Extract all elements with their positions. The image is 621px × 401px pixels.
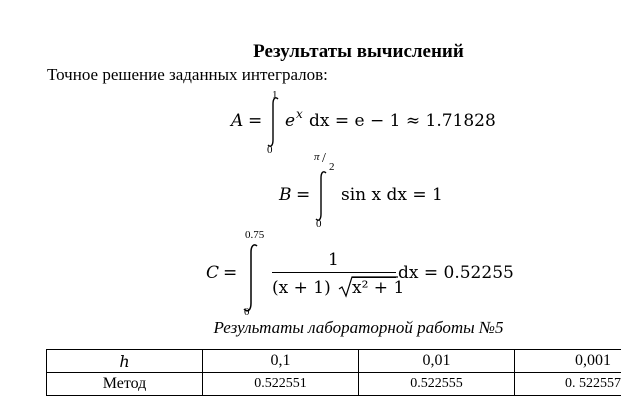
equation-b-lhs: B: [279, 185, 292, 205]
header-cell-h: h: [47, 350, 203, 373]
equation-c-denominator-b: x² + 1: [352, 278, 405, 298]
intro-text: Точное решение заданных интегралов:: [47, 65, 328, 84]
table-row: [47, 373, 621, 396]
equals-sign: =: [223, 263, 238, 283]
equation-a-lower-limit: 0: [267, 144, 273, 156]
equation-a-base: e: [285, 111, 296, 131]
equation-b-upper-denominator: 2: [329, 161, 335, 173]
equation-a-exponent: x: [296, 107, 303, 121]
header-cell: 0,001: [515, 350, 621, 373]
value-cell: 0.522551: [203, 373, 359, 396]
equation-b-lower-limit: 0: [316, 218, 322, 230]
equation-c-numerator: 1: [328, 250, 339, 270]
fraction-slash: /: [322, 151, 326, 166]
equals-sign: =: [296, 185, 311, 205]
table-caption: Результаты лабораторной работы №5: [213, 318, 504, 337]
equation-c-lhs: C: [206, 263, 220, 283]
equation-c-rest: dx = 0.52255: [398, 263, 514, 283]
results-table: [46, 349, 621, 396]
equation-a-lhs: A: [231, 111, 244, 131]
equals-sign: =: [248, 111, 263, 131]
row-label-method: Метод: [47, 373, 203, 396]
equation-b-upper-numerator: π: [314, 151, 320, 163]
equation-c-lower-limit: 0: [244, 306, 250, 318]
page-title: Результаты вычислений: [253, 41, 464, 62]
header-cell: 0,01: [359, 350, 515, 373]
equation-a-rest: dx = e − 1 ≈ 1.71828: [309, 111, 496, 131]
value-cell: 0.522555: [359, 373, 515, 396]
equation-b-integrand: sin x dx = 1: [341, 185, 443, 205]
value-cell: 0. 522557: [515, 373, 621, 396]
equation-c-upper-limit: 0.75: [245, 229, 265, 241]
integral-sign: [242, 243, 260, 313]
header-cell: 0,1: [203, 350, 359, 373]
integral-sign: [314, 170, 328, 222]
integral-sign: [266, 96, 280, 148]
table-header-row: [47, 350, 621, 373]
fraction-bar: [272, 272, 396, 273]
equation-c-denominator-a: (x + 1): [272, 278, 331, 298]
equation-a-upper-limit: 1: [272, 89, 278, 101]
